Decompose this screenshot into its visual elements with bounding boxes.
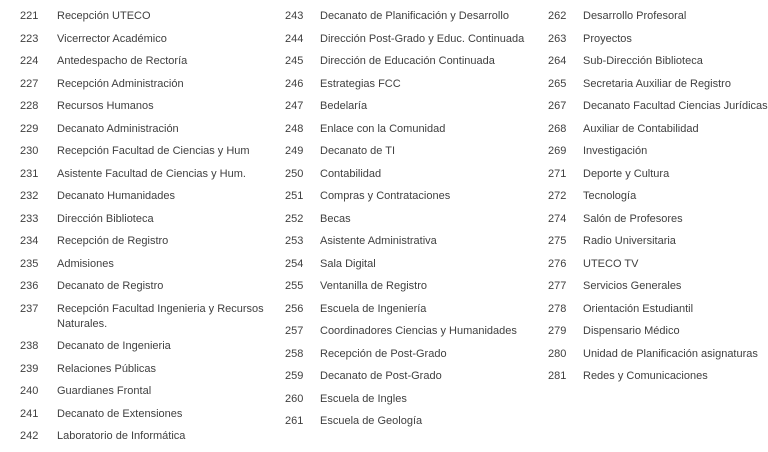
extension-row xyxy=(20,384,285,399)
extension-row xyxy=(20,144,285,159)
extension-row xyxy=(20,257,285,272)
extension-number: 221 xyxy=(20,10,39,22)
extension-number: 278 xyxy=(548,302,567,315)
extension-name: Decanato Administración xyxy=(57,122,179,135)
extension-number: 224 xyxy=(20,55,39,67)
extension-name: Salón de Profesores xyxy=(583,212,683,225)
extension-name: Desarrollo Profesoral xyxy=(583,10,687,22)
extension-row xyxy=(20,302,285,332)
extension-row xyxy=(548,122,768,137)
extension-name: Asistente Facultad de Ciencias y Hum. xyxy=(57,167,246,180)
extension-row xyxy=(20,122,285,137)
extension-number: 233 xyxy=(20,212,39,225)
extension-row xyxy=(20,362,285,377)
extension-column-3 xyxy=(548,9,768,452)
extension-number: 261 xyxy=(285,415,304,427)
extension-number: 276 xyxy=(548,257,567,270)
extension-number: 238 xyxy=(20,340,39,352)
extension-row xyxy=(20,54,285,69)
extension-name: Recepción Facultad Ingenieria y Recursos Naturales. xyxy=(57,302,264,330)
extension-number: 277 xyxy=(548,280,567,292)
extension-row xyxy=(285,189,548,204)
extension-number: 235 xyxy=(20,257,39,270)
extension-name: Ventanilla de Registro xyxy=(320,280,428,292)
extension-name: Recursos Humanos xyxy=(57,100,154,112)
extension-name: Escuela de Ingles xyxy=(320,392,407,405)
extension-number: 247 xyxy=(285,100,304,112)
extension-name: Escuela de Ingeniería xyxy=(320,302,427,315)
extension-row xyxy=(548,369,768,384)
extension-row xyxy=(548,144,768,159)
extension-name: Recepción Administración xyxy=(57,77,184,90)
extension-name: Tecnología xyxy=(583,190,637,202)
extension-row xyxy=(20,339,285,354)
extension-number: 269 xyxy=(548,145,567,157)
extension-row xyxy=(20,212,285,227)
extension-row xyxy=(285,279,548,294)
extension-name: Radio Universitaria xyxy=(583,235,676,247)
extension-name: Deporte y Cultura xyxy=(583,167,670,180)
extension-number: 249 xyxy=(285,145,304,157)
extension-number: 253 xyxy=(285,235,304,247)
extension-row xyxy=(548,9,768,24)
extension-row xyxy=(20,429,285,444)
extension-number: 245 xyxy=(285,55,304,67)
extension-row xyxy=(285,77,548,92)
extension-number: 267 xyxy=(548,100,567,112)
extension-row xyxy=(285,392,548,407)
extension-number: 248 xyxy=(285,122,304,135)
extension-number: 232 xyxy=(20,190,39,202)
extension-number: 259 xyxy=(285,370,304,382)
extension-name: Servicios Generales xyxy=(583,280,682,292)
extension-number: 257 xyxy=(285,325,304,337)
extension-name: Decanato de Planificación y Desarrollo xyxy=(320,10,509,22)
extension-row xyxy=(548,54,768,69)
extension-number: 246 xyxy=(285,77,304,90)
extension-number: 275 xyxy=(548,235,567,247)
extension-row xyxy=(548,302,768,317)
extension-number: 280 xyxy=(548,347,567,360)
extension-name: Decanato Facultad Ciencias Jurídicas xyxy=(583,100,768,112)
extension-number: 227 xyxy=(20,77,39,90)
extension-name: Recepción Facultad de Ciencias y Hum xyxy=(57,145,250,157)
extension-row xyxy=(285,414,548,429)
extension-name: Investigación xyxy=(583,145,648,157)
extension-number: 239 xyxy=(20,362,39,375)
extension-row xyxy=(548,167,768,182)
extension-number: 264 xyxy=(548,55,567,67)
extension-name: Compras y Contrataciones xyxy=(320,190,451,202)
extension-number: 228 xyxy=(20,100,39,112)
extension-name: Sub-Dirección Biblioteca xyxy=(583,55,703,67)
extension-number: 237 xyxy=(20,302,39,315)
extension-name: Decanato de Post-Grado xyxy=(320,370,442,382)
extension-name: Dispensario Médico xyxy=(583,325,680,337)
extension-number: 250 xyxy=(285,167,304,180)
extension-number: 236 xyxy=(20,280,39,292)
extension-name: Decanato Humanidades xyxy=(57,190,176,202)
extension-row xyxy=(548,347,768,362)
extension-column-1 xyxy=(20,9,285,452)
extension-number: 241 xyxy=(20,407,39,420)
extension-number: 251 xyxy=(285,190,304,202)
extension-row xyxy=(285,144,548,159)
extension-row xyxy=(285,99,548,114)
extension-name: Dirección de Educación Continuada xyxy=(320,55,495,67)
extension-number: 255 xyxy=(285,280,304,292)
extension-row xyxy=(548,212,768,227)
extension-name: Coordinadores Ciencias y Humanidades xyxy=(320,325,517,337)
extension-name: Vicerrector Académico xyxy=(57,32,167,45)
extension-row xyxy=(20,189,285,204)
extension-name: Orientación Estudiantil xyxy=(583,302,694,315)
extension-name: Bedelaría xyxy=(320,100,368,112)
extension-row xyxy=(285,302,548,317)
extension-row xyxy=(285,212,548,227)
extension-number: 274 xyxy=(548,212,567,225)
extension-name: Decanato de Extensiones xyxy=(57,407,183,420)
extension-row xyxy=(285,324,548,339)
extension-number: 234 xyxy=(20,235,39,247)
extension-number: 279 xyxy=(548,325,567,337)
extension-name: Recepción de Post-Grado xyxy=(320,347,447,360)
extension-row xyxy=(548,99,768,114)
extension-number: 243 xyxy=(285,10,304,22)
extension-number: 260 xyxy=(285,392,304,405)
extension-number: 240 xyxy=(20,385,39,397)
extension-name: Recepción UTECO xyxy=(57,10,151,22)
extension-number: 281 xyxy=(548,370,567,382)
extension-row xyxy=(20,9,285,24)
extension-name: Dirección Biblioteca xyxy=(57,212,154,225)
extension-name: UTECO TV xyxy=(583,257,639,270)
extension-name: Relaciones Públicas xyxy=(57,362,157,375)
extension-column-2 xyxy=(285,9,548,452)
extension-number: 263 xyxy=(548,32,567,45)
extension-number: 231 xyxy=(20,167,39,180)
extension-row xyxy=(548,257,768,272)
extension-name: Enlace con la Comunidad xyxy=(320,122,446,135)
extension-number: 229 xyxy=(20,122,39,135)
extension-name: Unidad de Planificación asignaturas xyxy=(583,347,758,360)
extension-row xyxy=(20,279,285,294)
extension-row xyxy=(20,99,285,114)
extension-name: Auxiliar de Contabilidad xyxy=(583,122,699,135)
extension-row xyxy=(20,77,285,92)
extension-row xyxy=(548,77,768,92)
extension-name: Guardianes Frontal xyxy=(57,385,152,397)
extension-number: 252 xyxy=(285,212,304,225)
extension-row xyxy=(285,369,548,384)
extension-number: 242 xyxy=(20,430,39,442)
extension-name: Estrategias FCC xyxy=(320,77,401,90)
extension-number: 262 xyxy=(548,10,567,22)
extension-number: 258 xyxy=(285,347,304,360)
extension-row xyxy=(285,234,548,249)
extension-row xyxy=(285,32,548,47)
extension-name: Laboratorio de Informática xyxy=(57,430,186,442)
extension-name: Proyectos xyxy=(583,32,632,45)
extension-number: 268 xyxy=(548,122,567,135)
extension-row xyxy=(20,407,285,422)
extension-number: 272 xyxy=(548,190,567,202)
extension-name: Decanato de Registro xyxy=(57,280,164,292)
extension-name: Escuela de Geología xyxy=(320,415,423,427)
extension-row xyxy=(548,32,768,47)
extension-row xyxy=(20,167,285,182)
extension-name: Redes y Comunicaciones xyxy=(583,370,708,382)
extension-row xyxy=(548,234,768,249)
extension-number: 230 xyxy=(20,145,39,157)
extension-number: 254 xyxy=(285,257,304,270)
extension-number: 244 xyxy=(285,32,304,45)
extension-name: Decanato de TI xyxy=(320,145,396,157)
extension-number: 256 xyxy=(285,302,304,315)
extension-row xyxy=(285,347,548,362)
extension-name: Dirección Post-Grado y Educ. Continuada xyxy=(320,32,525,45)
extension-row xyxy=(548,189,768,204)
extension-name: Sala Digital xyxy=(320,257,376,270)
extension-row xyxy=(548,279,768,294)
extension-number: 223 xyxy=(20,32,39,45)
extension-name: Antedespacho de Rectoría xyxy=(57,55,188,67)
extension-row xyxy=(285,122,548,137)
extension-row xyxy=(285,257,548,272)
extension-name: Secretaria Auxiliar de Registro xyxy=(583,77,731,90)
extension-name: Admisiones xyxy=(57,257,114,270)
extension-row xyxy=(285,167,548,182)
extension-name: Recepción de Registro xyxy=(57,235,169,247)
extension-name: Becas xyxy=(320,212,351,225)
extension-row xyxy=(285,9,548,24)
extension-row xyxy=(285,54,548,69)
extension-name: Decanato de Ingenieria xyxy=(57,340,171,352)
extension-number: 265 xyxy=(548,77,567,90)
extension-number: 271 xyxy=(548,167,567,180)
extension-row xyxy=(20,234,285,249)
extension-row xyxy=(20,32,285,47)
extension-name: Contabilidad xyxy=(320,167,382,180)
extension-name: Asistente Administrativa xyxy=(320,235,437,247)
extension-row xyxy=(548,324,768,339)
